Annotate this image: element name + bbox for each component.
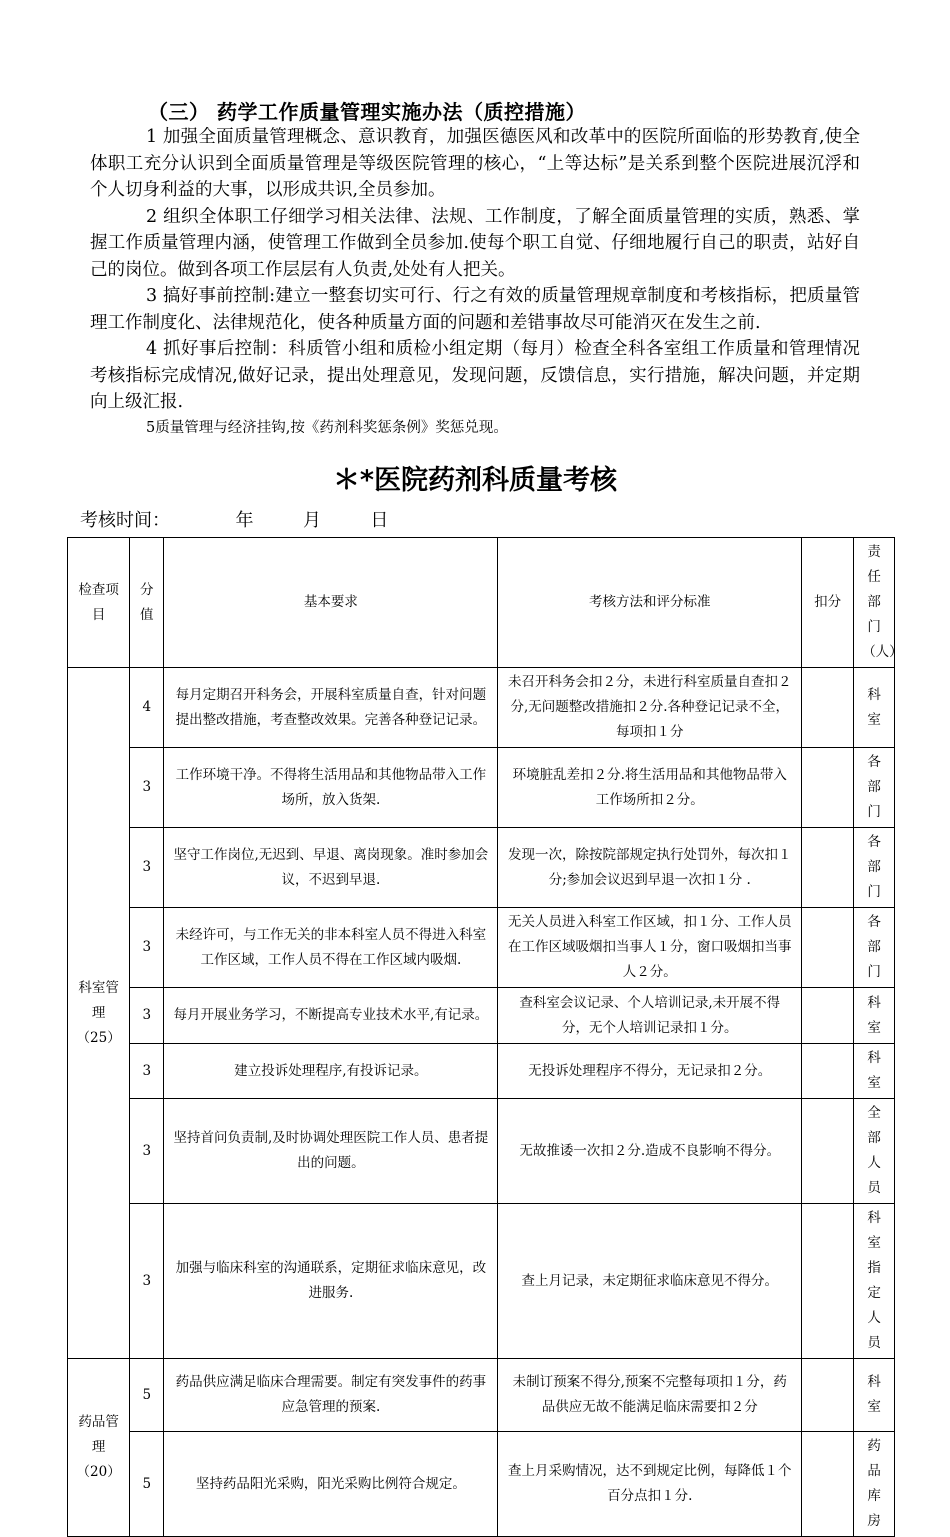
method-cell: 环境脏乱差扣２分.将生活用品和其他物品带入工作场所扣２分。	[498, 748, 802, 828]
header-responsible: 责任部门（人）	[854, 538, 895, 668]
paragraph-5: 5质量管理与经济挂钩,按《药剂科奖惩条例》奖惩兑现。	[146, 419, 508, 436]
requirement-cell: 工作环境干净。不得将生活用品和其他物品带入工作场所，放入货架.	[164, 748, 498, 828]
deduct-cell	[802, 1204, 854, 1359]
table-row	[68, 908, 895, 988]
header-method: 考核方法和评分标准	[498, 538, 802, 668]
category-cell: 药品管理（20）	[68, 1359, 130, 1537]
table-row	[68, 988, 895, 1044]
score-cell: 3	[130, 828, 164, 908]
score-cell: 3	[130, 748, 164, 828]
method-cell: 发现一次，除按院部规定执行处罚外，每次扣１分;参加会议迟到早退一次扣１分 .	[498, 828, 802, 908]
deduct-cell	[802, 1044, 854, 1099]
score-cell: 3	[130, 1044, 164, 1099]
table-row	[68, 668, 895, 748]
section-title: （三） 药学工作质量管理实施办法（质控措施）	[148, 100, 586, 124]
table-header-row	[68, 538, 895, 668]
requirement-cell: 坚持首问负责制,及时协调处理医院工作人员、患者提出的问题。	[164, 1099, 498, 1204]
requirement-cell: 加强与临床科室的沟通联系，定期征求临床意见，改进服务.	[164, 1204, 498, 1359]
deduct-cell	[802, 668, 854, 748]
requirement-cell: 每月定期召开科务会，开展科室质量自查，针对问题提出整改措施，考查整改效果。完善各种登记记录。	[164, 668, 498, 748]
table-row	[68, 1359, 895, 1432]
table-row	[68, 1044, 895, 1099]
document-title: ＊*医院药剂科质量考核	[332, 465, 618, 496]
method-cell: 查上月记录，未定期征求临床意见不得分。	[498, 1204, 802, 1359]
method-cell: 无故推诿一次扣２分.造成不良影响不得分。	[498, 1099, 802, 1204]
requirement-cell: 坚守工作岗位,无迟到、早退、离岗现象。准时参加会议，不迟到早退.	[164, 828, 498, 908]
deduct-cell	[802, 988, 854, 1044]
responsible-cell: 科室	[854, 668, 895, 748]
exam-time-day: 日	[370, 510, 389, 531]
method-cell: 无投诉处理程序不得分，无记录扣２分。	[498, 1044, 802, 1099]
responsible-cell: 科室	[854, 988, 895, 1044]
quality-assessment-table	[67, 537, 903, 1537]
deduct-cell	[802, 1432, 854, 1537]
paragraph-4: 4 抓好事后控制：科质管小组和质检小组定期（每月）检查全科各室组工作质量和管理情况考核指标完成情况,做好记录，提出处理意见，发现问题，反馈信息，实行措施，解决问题，并定期向上级汇报.	[90, 339, 860, 412]
method-cell: 未召开科务会扣２分，未进行科室质量自查扣２分,无问题整改措施扣２分.各种登记记录不全，每项扣１分	[498, 668, 802, 748]
responsible-cell: 科室	[854, 1359, 895, 1432]
table-body	[68, 668, 895, 1537]
requirement-cell: 坚持药品阳光采购，阳光采购比例符合规定。	[164, 1432, 498, 1537]
table-row	[68, 1432, 895, 1537]
header-deduct: 扣分	[802, 538, 854, 668]
deduct-cell	[802, 1359, 854, 1432]
responsible-cell: 科室	[854, 1044, 895, 1099]
responsible-cell: 全部人员	[854, 1099, 895, 1204]
requirement-cell: 未经许可，与工作无关的非本科室人员不得进入科室工作区域，工作人员不得在工作区域内吸烟.	[164, 908, 498, 988]
table-row	[68, 1204, 895, 1359]
requirement-cell: 药品供应满足临床合理需要。制定有突发事件的药事应急管理的预案.	[164, 1359, 498, 1432]
requirement-cell: 建立投诉处理程序,有投诉记录。	[164, 1044, 498, 1099]
method-cell: 查科室会议记录、个人培训记录,未开展不得分，无个人培训记录扣１分。	[498, 988, 802, 1044]
exam-time	[80, 506, 388, 532]
header-item: 检查项目	[68, 538, 130, 668]
header-requirement: 基本要求	[164, 538, 498, 668]
responsible-cell: 药品库房	[854, 1432, 895, 1537]
deduct-cell	[802, 1099, 854, 1204]
table-row	[68, 828, 895, 908]
exam-time-year: 年	[235, 510, 254, 531]
deduct-cell	[802, 748, 854, 828]
category-cell: 科室管理（25）	[68, 668, 130, 1359]
method-cell: 未制订预案不得分,预案不完整每项扣１分，药品供应无故不能满足临床需要扣２分	[498, 1359, 802, 1432]
score-cell: 3	[130, 1099, 164, 1204]
responsible-cell: 科室指定人员	[854, 1204, 895, 1359]
table-row	[68, 1099, 895, 1204]
method-cell: 查上月采购情况，达不到规定比例，每降低１个百分点扣１分.	[498, 1432, 802, 1537]
deduct-cell	[802, 828, 854, 908]
header-score: 分值	[130, 538, 164, 668]
exam-time-label: 考核时间：	[80, 510, 170, 531]
score-cell: 5	[130, 1432, 164, 1537]
paragraph-2: 2 组织全体职工仔细学习相关法律、法规、工作制度，了解全面质量管理的实质，熟悉、掌握工作质量管理内涵，使管理工作做到全员参加.使每个职工自觉、仔细地履行自己的职责，站好自己的岗位。做到各项工作层层有人负责,处处有人把关。	[90, 206, 860, 280]
method-cell: 无关人员进入科室工作区域，扣１分、工作人员在工作区域吸烟扣当事人１分，窗口吸烟扣当事人２分。	[498, 908, 802, 988]
score-cell: 3	[130, 988, 164, 1044]
deduct-cell	[802, 908, 854, 988]
exam-time-month: 月	[302, 510, 321, 531]
responsible-cell: 各部门	[854, 908, 895, 988]
score-cell: 3	[130, 908, 164, 988]
responsible-cell: 各部门	[854, 748, 895, 828]
score-cell: 5	[130, 1359, 164, 1432]
section-body	[90, 124, 860, 440]
responsible-cell: 各部门	[854, 828, 895, 908]
paragraph-1: 1 加强全面质量管理概念、意识教育，加强医德医风和改革中的医院所面临的形势教育,使全体职工充分认识到全面质量管理是等级医院管理的核心，“上等达标”是关系到整个医院进展沉浮和个人切身利益的大事，以形成共识,全员参加。	[90, 127, 860, 200]
score-cell: 4	[130, 668, 164, 748]
table-row	[68, 748, 895, 828]
requirement-cell: 每月开展业务学习，不断提高专业技术水平,有记录。	[164, 988, 498, 1044]
score-cell: 3	[130, 1204, 164, 1359]
paragraph-3: 3 搞好事前控制:建立一整套切实可行、行之有效的质量管理规章制度和考核指标，把质量管理工作制度化、法律规范化，使各种质量方面的问题和差错事故尽可能消灭在发生之前.	[90, 286, 860, 333]
